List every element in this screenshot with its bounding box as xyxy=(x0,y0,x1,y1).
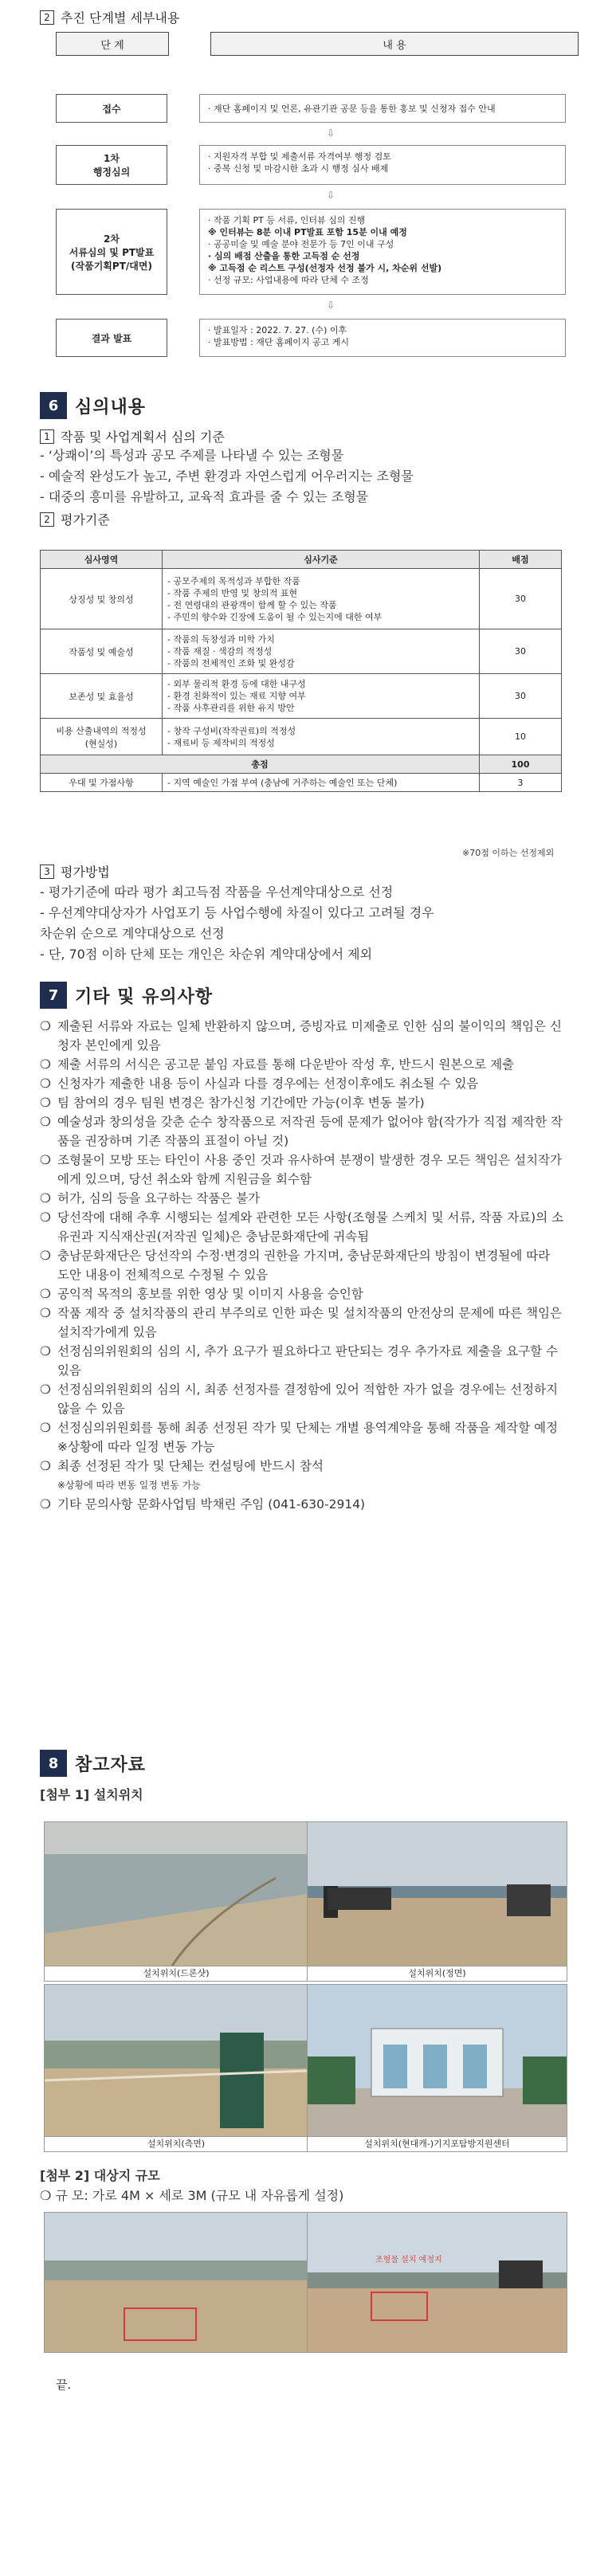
step-label-text: (작품기획PT/대면) xyxy=(71,260,152,272)
photo-caption: 설치위치(드론샷) xyxy=(44,1966,308,1982)
step-line: · 중복 신청 및 마감시한 초과 시 행정 심사 배제 xyxy=(208,163,389,174)
photo-caption: 설치위치(현대캐-)기지포탐방지원센터 xyxy=(307,2136,567,2152)
notice-item xyxy=(40,1495,566,1514)
crit-line: - 창작 구성비(작작권료)의 적정성 xyxy=(167,725,296,736)
notice-item xyxy=(40,1418,566,1457)
area-cell: 상징성 및 창의성 xyxy=(41,569,163,629)
notice-text: 허가, 심의 등을 요구하는 작품은 불가 xyxy=(57,1191,261,1206)
table-note: ※70점 이하는 선정제외 xyxy=(462,848,555,858)
crit-cell xyxy=(163,569,480,629)
bonus-crit: - 지역 예술인 가점 부여 (충남에 거주하는 예술인 또는 단체) xyxy=(163,774,480,792)
step-label-text: 행정심의 xyxy=(92,167,131,178)
step-desc xyxy=(199,209,566,295)
flow-arrow: ⇩ xyxy=(327,190,335,201)
drone-beach-image xyxy=(45,1822,308,1966)
area-cell: 작품성 및 예술성 xyxy=(41,629,163,674)
photo-center xyxy=(307,1984,567,2137)
col-stage: 단 계 xyxy=(56,32,169,56)
notice-text: 선정심의위원회의 심의 시, 최종 선정자를 결정함에 있어 적합한 자가 없을 경우에는 선정하지 않을 수 있음 xyxy=(57,1382,559,1416)
score-cell: 30 xyxy=(480,674,562,719)
attachment-1-title: [첨부 1] 설치위치 xyxy=(40,1787,143,1802)
table-row xyxy=(41,569,562,629)
th-crit: 심사기준 xyxy=(163,551,480,569)
col-content: 내 용 xyxy=(210,32,579,56)
notice-text: ※상황에 따라 변동 일정 변동 가능 xyxy=(57,1480,201,1491)
photo-caption: 설치위치(정면) xyxy=(307,1966,567,1982)
sub-number: 2 xyxy=(40,512,54,527)
circle-bullet-icon: ❍ xyxy=(40,1210,51,1225)
flow-arrow: ⇩ xyxy=(327,127,335,139)
section-title: 참고자료 xyxy=(75,1755,147,1775)
area-line: 비용 산출내역의 적정성 xyxy=(56,725,147,736)
section-number: 7 xyxy=(40,982,67,1009)
notice-text: 신청자가 제출한 내용 등이 사실과 다를 경우에는 선정이후에도 취소될 수 있음 xyxy=(57,1076,479,1091)
step-label-text: 결과 발표 xyxy=(91,332,132,344)
front-view-image xyxy=(308,1822,567,1966)
notice-item xyxy=(40,1246,566,1284)
process-table-header xyxy=(56,32,579,56)
circle-bullet-icon: ❍ xyxy=(40,1019,51,1033)
th-area: 심사영역 xyxy=(41,551,163,569)
notice-text: 제출 서류의 서식은 공고문 붙임 자료를 통해 다운받아 작성 후, 반드시 원본으로 제출 xyxy=(57,1057,515,1072)
circle-bullet-icon: ❍ xyxy=(40,1287,51,1301)
criteria-item: - 대중의 흥미를 유발하고, 교육적 효과를 줄 수 있는 조형물 xyxy=(40,489,369,504)
th-score: 배점 xyxy=(480,551,562,569)
table-header-row xyxy=(41,551,562,569)
circle-bullet-icon: ❍ xyxy=(40,1306,51,1320)
photo-drone xyxy=(44,1821,308,1966)
attachment-2-title: [첨부 2] 대상지 규모 xyxy=(40,2168,160,2183)
notice-item xyxy=(40,1151,566,1189)
circle-bullet-icon: ❍ xyxy=(40,1057,51,1072)
step-label xyxy=(56,145,167,185)
heading-text: 추진 단계별 세부내용 xyxy=(61,10,180,25)
score-cell: 10 xyxy=(480,719,562,755)
area-cell: 보존성 및 효율성 xyxy=(41,674,163,719)
area-line: (현실성) xyxy=(84,738,118,749)
notice-item xyxy=(40,1380,566,1418)
sub3-heading xyxy=(40,862,110,880)
crit-line: - 작품의 독창성과 미학 가치 xyxy=(167,634,275,645)
section-6-heading xyxy=(40,392,146,419)
section-7-heading xyxy=(40,982,213,1009)
notice-item xyxy=(40,1208,566,1246)
circle-bullet-icon: ❍ xyxy=(40,1153,51,1167)
circle-bullet-icon: ❍ xyxy=(40,1115,51,1129)
crit-line: - 작품 주제의 반영 및 창의적 표현 xyxy=(167,587,298,598)
crit-line: - 전 연령대의 관광객이 함께 할 수 있는 작품 xyxy=(167,599,337,610)
crit-line: - 작품 사후관리를 위한 유지 방안 xyxy=(167,703,295,713)
notice-text: 제출된 서류와 자료는 일체 반환하지 않으며, 증빙자료 미제출로 인한 심의 불이익의 책임은 신청자 본인에게 있음 xyxy=(57,1019,563,1053)
step-desc xyxy=(199,145,566,185)
step-label-text: 서류심의 및 PT발표 xyxy=(69,246,155,258)
photo-site-1 xyxy=(44,2212,308,2353)
step-label-text: 접수 xyxy=(102,103,121,115)
notice-text: 선정심의위원회의 심의 시, 추가 요구가 필요하다고 판단되는 경우 추가자료 제출을 요구할 수 있음 xyxy=(57,1344,559,1378)
method-item: - 단, 70점 이하 단체 또는 개인은 차순위 계약대상에서 제외 xyxy=(40,947,373,962)
bonus-score: 3 xyxy=(480,774,562,792)
crit-cell xyxy=(163,629,480,674)
bonus-area: 우대 및 가점사항 xyxy=(41,774,163,792)
notice-text: 예술성과 창의성을 갖춘 순수 창작품으로 저작권 등에 문제가 없어야 함(작가가 직접 제작한 작품을 권장하며 기존 작품의 표절이 아닐 것) xyxy=(57,1115,563,1148)
step-line: · 발표방법 : 재단 홈페이지 공고 게시 xyxy=(208,337,349,347)
circle-bullet-icon: ❍ xyxy=(40,1382,51,1397)
step-document-pt xyxy=(56,209,566,295)
step-desc xyxy=(199,94,566,123)
table-bonus-row xyxy=(41,774,562,792)
criteria-item: - ‘상쾌이’의 특성과 공모 주제를 나타낼 수 있는 조형물 xyxy=(40,448,344,463)
method-item: - 우선계약대상자가 사업포기 등 사업수행에 차질이 있다고 고려될 경우 xyxy=(40,905,434,920)
circle-bullet-icon: ❍ xyxy=(40,1096,51,1110)
crit-line: - 작품 재질 · 색감의 적정성 xyxy=(167,646,273,657)
step-line: · 작품 기획 PT 등 서류, 인터뷰 심의 진행 xyxy=(208,215,366,225)
crit-line: - 외부 물리적 환경 등에 대한 내구성 xyxy=(167,679,306,689)
method-item: 차순위 순으로 계약대상으로 선정 xyxy=(40,926,225,941)
crit-cell xyxy=(163,674,480,719)
score-cell: 30 xyxy=(480,629,562,674)
notice-list xyxy=(40,1017,566,1514)
circle-bullet-icon: ❍ xyxy=(40,1497,51,1511)
process-heading xyxy=(40,8,179,26)
step-line: · 공공미술 및 예술 분야 전문가 등 7인 이내 구성 xyxy=(208,239,394,249)
step-label xyxy=(56,94,167,123)
flow-arrow: ⇩ xyxy=(327,300,335,311)
notice-item xyxy=(40,1342,566,1380)
step-line: · 발표일자 : 2022. 7. 27. (수) 이후 xyxy=(208,325,347,335)
circle-bullet-icon: ❍ xyxy=(40,1344,51,1359)
photo-side xyxy=(44,1984,308,2137)
score-cell: 30 xyxy=(480,569,562,629)
step-admin-review xyxy=(56,145,566,185)
section-title: 기타 및 유의사항 xyxy=(75,986,214,1007)
crit-line: - 환경 친화적이 있는 재료 지향 여부 xyxy=(167,691,306,701)
step-desc xyxy=(199,319,566,357)
notice-text: 조형물이 모방 또는 타인이 사용 중인 것과 유사하여 분쟁이 발생한 경우 모든 책임은 설치작가에게 있으며, 당선 취소와 함께 지원금을 회수함 xyxy=(57,1153,563,1186)
step-line: ※ 고득점 순 리스트 구성(선정자 선정 불가 시, 차순위 선발) xyxy=(208,263,442,273)
circle-bullet-icon: ❍ xyxy=(40,1249,51,1263)
notice-subnote xyxy=(40,1476,566,1495)
sub-number: 3 xyxy=(40,865,54,879)
step-line: · 선정 규모: 사업내용에 따라 단체 수 조정 xyxy=(208,275,369,285)
notice-item xyxy=(40,1055,566,1074)
visitor-center-image xyxy=(308,1985,567,2136)
total-score: 100 xyxy=(480,755,562,774)
table-row xyxy=(41,719,562,755)
section-title: 심의내용 xyxy=(75,397,147,418)
circle-bullet-icon: ❍ xyxy=(40,1076,51,1091)
step-line: · 지원자격 부합 및 제출서류 자격여부 행정 검토 xyxy=(208,151,391,162)
evaluation-table xyxy=(40,550,562,792)
step-label-text: 2차 xyxy=(104,233,120,245)
area-cell xyxy=(41,719,163,755)
end-mark: 끝. xyxy=(56,2378,72,2392)
notice-item xyxy=(40,1017,566,1055)
notice-item xyxy=(40,1093,566,1112)
table-row xyxy=(41,674,562,719)
photo-caption: 설치위치(측면) xyxy=(44,2136,308,2152)
step-line: · 심의 배점 산출을 통한 고득점 순 선정 xyxy=(208,251,360,261)
site-image-2 xyxy=(308,2213,567,2352)
step-line: ※ 인터뷰는 8분 이내 PT발표 포함 15분 이내 예정 xyxy=(208,227,407,237)
heading-number: 2 xyxy=(40,10,54,25)
sub-title: 작품 및 사업계획서 심의 기준 xyxy=(61,429,225,445)
sub-title: 평가기준 xyxy=(61,512,110,527)
notice-item xyxy=(40,1457,566,1476)
notice-item xyxy=(40,1112,566,1151)
notice-text: 충남문화재단은 당선작의 수정·변경의 권한을 가지며, 충남문화재단의 방침이 변경될에 따라 도안 내용이 전체적으로 수정될 수 있음 xyxy=(57,1249,551,1282)
notice-text: 당선작에 대해 추후 시행되는 설계와 관련한 모든 사항(조형물 스케치 및 서류, 작품 자료)의 소유권과 지식재산권(저작권 일체)은 충남문화재단에 귀속됨 xyxy=(57,1210,564,1244)
site-annotation: 조형물 설치 예정지 xyxy=(375,2256,442,2264)
step-label-text: 1차 xyxy=(104,153,120,164)
table-total-row xyxy=(41,755,562,774)
sub2-heading xyxy=(40,510,110,528)
circle-bullet-icon: ❍ xyxy=(40,1191,51,1206)
circle-bullet-icon: ❍ xyxy=(40,1459,51,1473)
crit-line: - 주민의 향수와 긴장에 도움이 될 수 있는지에 대한 여부 xyxy=(167,611,382,622)
step-label xyxy=(56,319,167,357)
side-view-image xyxy=(45,1985,308,2136)
section-number: 8 xyxy=(40,1750,67,1777)
notice-item xyxy=(40,1074,566,1093)
step-receipt xyxy=(56,94,566,123)
table-row xyxy=(41,629,562,674)
notice-text: 공익적 목적의 홍보를 위한 영상 및 이미지 사용을 승인함 xyxy=(57,1287,363,1301)
total-label: 총점 xyxy=(41,755,480,774)
circle-bullet-icon: ❍ xyxy=(40,1421,51,1435)
crit-line: - 재료비 등 제작비의 적정성 xyxy=(167,737,275,748)
crit-line: - 작품의 전체적인 조화 및 완성감 xyxy=(167,658,295,669)
step-result xyxy=(56,319,566,357)
notice-item xyxy=(40,1304,566,1342)
site-image-1 xyxy=(45,2213,308,2352)
crit-line: - 공모주제의 목적성과 부합한 작품 xyxy=(167,575,300,586)
sub-number: 1 xyxy=(40,429,54,444)
notice-text: 최종 선정된 작가 및 단체는 컨설팅에 반드시 참석 xyxy=(57,1459,324,1473)
criteria-item: - 예술적 완성도가 높고, 주변 환경과 자연스럽게 어우러지는 조형물 xyxy=(40,469,414,484)
notice-text: 선정심의위원회를 통해 최종 선정된 작가 및 단체는 개별 용역계약을 통해 작품을 제작할 예정 ※상황에 따라 일정 변동 가능 xyxy=(57,1421,559,1454)
size-line: ❍ 규 모: 가로 4M × 세로 3M (규모 내 자유롭게 설정) xyxy=(40,2188,344,2203)
step-label xyxy=(56,209,167,295)
notice-text: 기타 문의사항 문화사업팀 박채린 주임 (041-630-2914) xyxy=(57,1497,366,1511)
notice-item xyxy=(40,1189,566,1208)
sub1-heading xyxy=(40,427,225,445)
section-number: 6 xyxy=(40,392,67,419)
crit-cell xyxy=(163,719,480,755)
sub-title: 평가방법 xyxy=(61,865,110,880)
notice-text: 팀 참여의 경우 팀원 변경은 참가신청 기간에만 가능(이후 변동 불가) xyxy=(57,1096,425,1110)
method-item: - 평가기준에 따라 평가 최고득점 작품을 우선계약대상으로 선정 xyxy=(40,884,394,900)
notice-item xyxy=(40,1284,566,1304)
step-line: · 재단 홈페이지 및 언론, 유관기관 공문 등을 통한 홍보 및 신청자 접수 안내 xyxy=(208,103,496,114)
photo-front xyxy=(307,1821,567,1966)
notice-text: 작품 제작 중 설치작품의 관리 부주의로 인한 파손 및 설치작품의 안전상의 문제에 따른 책임은 설치작가에게 있음 xyxy=(57,1306,563,1339)
photo-site-2 xyxy=(307,2212,567,2353)
section-8-heading xyxy=(40,1750,146,1777)
